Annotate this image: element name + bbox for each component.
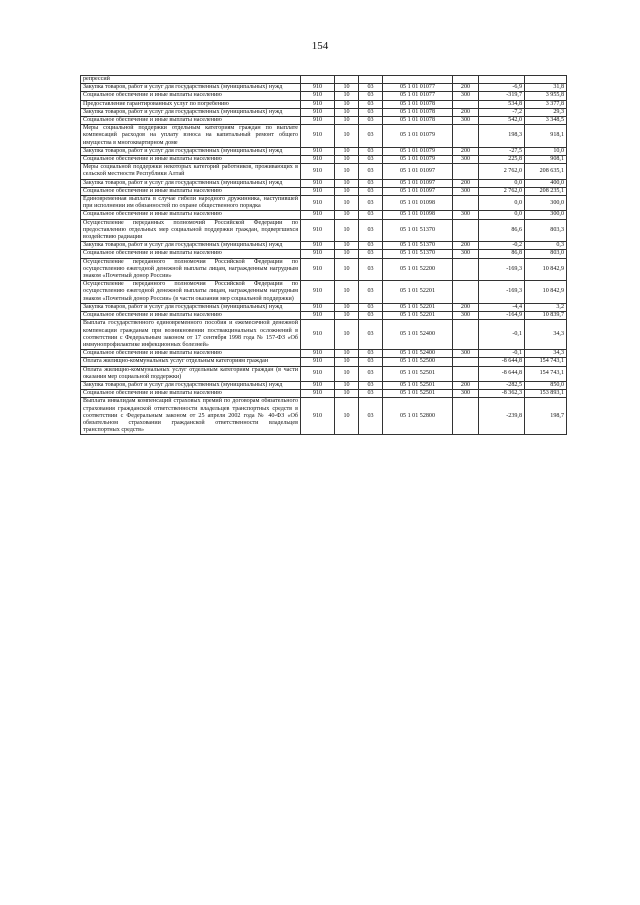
cell-expense-type-code: 300 [453, 187, 479, 195]
cell-total-amount: 10 839,7 [525, 312, 567, 320]
cell-subsection-code: 03 [359, 398, 383, 435]
cell-section-code: 10 [335, 84, 359, 92]
table-row [81, 219, 567, 242]
cell-description: Осуществление переданных полномочий Российской Федерации по предоставлению отдельных мер социальной поддержки граждан, подвергшихся воздействию радиации [81, 219, 301, 242]
table-row [81, 76, 567, 84]
cell-total-amount: 300,0 [525, 196, 567, 211]
cell-ministry-code: 910 [301, 250, 335, 258]
cell-description: Оплата жилищно-коммунальных услуг отдельным категориям граждан (в части оказания мер социальной поддержки) [81, 366, 301, 381]
cell-expense-type-code: 300 [453, 92, 479, 100]
cell-subsection-code: 03 [359, 156, 383, 164]
cell-change-amount: -8 362,3 [479, 390, 525, 398]
cell-section-code: 10 [335, 219, 359, 242]
cell-change-amount: -319,7 [479, 92, 525, 100]
table-row [81, 211, 567, 219]
table-row [81, 164, 567, 179]
table-row [81, 358, 567, 366]
cell-total-amount: 3 955,8 [525, 92, 567, 100]
cell-change-amount: 86,8 [479, 250, 525, 258]
cell-section-code: 10 [335, 156, 359, 164]
cell-subsection-code: 03 [359, 281, 383, 304]
table-row [81, 350, 567, 358]
cell-section-code: 10 [335, 164, 359, 179]
table-row [81, 312, 567, 320]
cell-ministry-code: 910 [301, 390, 335, 398]
cell-change-amount: -4,4 [479, 303, 525, 311]
cell-expense-type-code [453, 320, 479, 350]
budget-table-body [81, 76, 567, 435]
cell-subsection-code: 03 [359, 390, 383, 398]
cell-target-item-code: 05 1 01 52400 [383, 350, 453, 358]
table-row [81, 196, 567, 211]
cell-change-amount: 0,0 [479, 196, 525, 211]
cell-section-code: 10 [335, 398, 359, 435]
cell-description: Закупка товаров, работ и услуг для государственных (муниципальных) нужд [81, 84, 301, 92]
cell-total-amount: 803,3 [525, 219, 567, 242]
cell-subsection-code: 03 [359, 108, 383, 116]
cell-ministry-code: 910 [301, 312, 335, 320]
cell-target-item-code: 05 1 01 52201 [383, 281, 453, 304]
cell-change-amount: -7,2 [479, 108, 525, 116]
cell-total-amount: 10 842,9 [525, 281, 567, 304]
cell-description: Закупка товаров, работ и услуг для государственных (муниципальных) нужд [81, 147, 301, 155]
cell-section-code: 10 [335, 108, 359, 116]
cell-total-amount: 10,0 [525, 147, 567, 155]
cell-expense-type-code: 300 [453, 312, 479, 320]
cell-change-amount: -6,9 [479, 84, 525, 92]
cell-expense-type-code [453, 219, 479, 242]
cell-change-amount: 0,0 [479, 179, 525, 187]
table-row [81, 390, 567, 398]
cell-description: Закупка товаров, работ и услуг для государственных (муниципальных) нужд [81, 242, 301, 250]
cell-target-item-code [383, 76, 453, 84]
cell-description: репрессий [81, 76, 301, 84]
table-row [81, 381, 567, 389]
table-row [81, 84, 567, 92]
cell-section-code: 10 [335, 390, 359, 398]
cell-expense-type-code: 200 [453, 303, 479, 311]
cell-subsection-code: 03 [359, 117, 383, 125]
cell-expense-type-code [453, 125, 479, 148]
cell-description: Социальное обеспечение и иные выплаты населению [81, 211, 301, 219]
cell-section-code: 10 [335, 350, 359, 358]
cell-change-amount: 198,3 [479, 125, 525, 148]
cell-target-item-code: 05 1 01 01078 [383, 100, 453, 108]
cell-change-amount: -8 644,8 [479, 358, 525, 366]
cell-target-item-code: 05 1 01 51370 [383, 242, 453, 250]
cell-subsection-code: 03 [359, 164, 383, 179]
cell-description: Предоставление гарантированных услуг по погребению [81, 100, 301, 108]
cell-section-code: 10 [335, 179, 359, 187]
cell-expense-type-code: 300 [453, 156, 479, 164]
cell-ministry-code: 910 [301, 164, 335, 179]
cell-expense-type-code: 300 [453, 390, 479, 398]
cell-section-code: 10 [335, 117, 359, 125]
cell-expense-type-code [453, 398, 479, 435]
cell-section-code: 10 [335, 381, 359, 389]
cell-expense-type-code [453, 100, 479, 108]
cell-target-item-code: 05 1 01 52200 [383, 258, 453, 281]
cell-ministry-code: 910 [301, 108, 335, 116]
cell-target-item-code: 05 1 01 52800 [383, 398, 453, 435]
cell-target-item-code: 05 1 01 01078 [383, 108, 453, 116]
cell-change-amount: -27,5 [479, 147, 525, 155]
cell-subsection-code: 03 [359, 125, 383, 148]
table-row [81, 187, 567, 195]
cell-section-code: 10 [335, 366, 359, 381]
cell-ministry-code: 910 [301, 187, 335, 195]
cell-description: Социальное обеспечение и иные выплаты населению [81, 156, 301, 164]
cell-total-amount: 400,0 [525, 179, 567, 187]
cell-ministry-code: 910 [301, 196, 335, 211]
table-row [81, 258, 567, 281]
cell-subsection-code: 03 [359, 366, 383, 381]
cell-subsection-code: 03 [359, 358, 383, 366]
cell-description: Социальное обеспечение и иные выплаты населению [81, 350, 301, 358]
cell-section-code: 10 [335, 92, 359, 100]
cell-section-code: 10 [335, 281, 359, 304]
cell-target-item-code: 05 1 01 52201 [383, 312, 453, 320]
cell-expense-type-code: 300 [453, 211, 479, 219]
cell-ministry-code: 910 [301, 156, 335, 164]
table-row [81, 398, 567, 435]
cell-target-item-code: 05 1 01 52201 [383, 303, 453, 311]
cell-description: Социальное обеспечение и иные выплаты населению [81, 92, 301, 100]
page-number: 154 [311, 40, 329, 52]
cell-ministry-code: 910 [301, 366, 335, 381]
cell-subsection-code: 03 [359, 303, 383, 311]
cell-target-item-code: 05 1 01 01097 [383, 187, 453, 195]
cell-description: Оплата жилищно-коммунальных услуг отдельным категориям граждан [81, 358, 301, 366]
cell-section-code: 10 [335, 147, 359, 155]
cell-subsection-code: 03 [359, 312, 383, 320]
cell-expense-type-code [453, 358, 479, 366]
cell-ministry-code: 910 [301, 398, 335, 435]
cell-description: Меры социальной поддержки отдельным категориям граждан по выплате компенсаций расходов на уплату взноса на капитальный ремонт общего имущества в многоквартирном доме [81, 125, 301, 148]
cell-change-amount: -239,8 [479, 398, 525, 435]
cell-total-amount: 29,3 [525, 108, 567, 116]
cell-total-amount [525, 76, 567, 84]
cell-ministry-code: 910 [301, 242, 335, 250]
cell-ministry-code: 910 [301, 117, 335, 125]
cell-section-code: 10 [335, 312, 359, 320]
cell-total-amount: 154 743,1 [525, 358, 567, 366]
table-row [81, 179, 567, 187]
cell-description: Закупка товаров, работ и услуг для государственных (муниципальных) нужд [81, 381, 301, 389]
cell-total-amount: 154 743,1 [525, 366, 567, 381]
cell-ministry-code: 910 [301, 303, 335, 311]
table-row [81, 320, 567, 350]
cell-expense-type-code [453, 76, 479, 84]
cell-description: Социальное обеспечение и иные выплаты населению [81, 312, 301, 320]
cell-description: Выплата государственного единовременного пособия и ежемесячной денежной компенсации гражданам при возникновении поствакцинальных осложнений в соответствии с Федеральным законом от 17 сентября 1998 года № 157-ФЗ «Об иммунопрофилактике инфекционных болезней» [81, 320, 301, 350]
cell-description: Социальное обеспечение и иные выплаты населению [81, 117, 301, 125]
cell-ministry-code: 910 [301, 381, 335, 389]
cell-expense-type-code: 200 [453, 242, 479, 250]
cell-target-item-code: 05 1 01 52501 [383, 366, 453, 381]
cell-target-item-code: 05 1 01 01077 [383, 92, 453, 100]
cell-section-code: 10 [335, 320, 359, 350]
cell-total-amount: 3,2 [525, 303, 567, 311]
cell-target-item-code: 05 1 01 51370 [383, 250, 453, 258]
cell-target-item-code: 05 1 01 52400 [383, 320, 453, 350]
cell-section-code: 10 [335, 258, 359, 281]
cell-expense-type-code: 200 [453, 84, 479, 92]
table-row [81, 125, 567, 148]
cell-section-code [335, 76, 359, 84]
cell-total-amount: 803,0 [525, 250, 567, 258]
cell-target-item-code: 05 1 01 01079 [383, 156, 453, 164]
cell-change-amount: 0,0 [479, 211, 525, 219]
cell-total-amount: 3 348,5 [525, 117, 567, 125]
cell-change-amount: -164,9 [479, 312, 525, 320]
cell-subsection-code: 03 [359, 250, 383, 258]
table-row [81, 147, 567, 155]
cell-subsection-code: 03 [359, 84, 383, 92]
cell-section-code: 10 [335, 211, 359, 219]
cell-subsection-code: 03 [359, 187, 383, 195]
cell-description: Осуществление переданного полномочия Российской Федерации по осуществлению ежегодной денежной выплаты лицам, награжденным нагрудным знаком «Почетный донор России» [81, 258, 301, 281]
cell-change-amount: -0,1 [479, 320, 525, 350]
cell-total-amount: 3 377,8 [525, 100, 567, 108]
cell-target-item-code: 05 1 01 01078 [383, 117, 453, 125]
cell-section-code: 10 [335, 358, 359, 366]
cell-change-amount: 2 762,0 [479, 164, 525, 179]
cell-target-item-code: 05 1 01 01079 [383, 125, 453, 148]
table-row [81, 108, 567, 116]
cell-target-item-code: 05 1 01 52501 [383, 381, 453, 389]
table-row [81, 117, 567, 125]
cell-ministry-code: 910 [301, 84, 335, 92]
cell-section-code: 10 [335, 242, 359, 250]
cell-subsection-code: 03 [359, 219, 383, 242]
cell-total-amount: 300,0 [525, 211, 567, 219]
table-row [81, 250, 567, 258]
cell-change-amount: -169,3 [479, 281, 525, 304]
cell-target-item-code: 05 1 01 01098 [383, 211, 453, 219]
cell-change-amount: 542,0 [479, 117, 525, 125]
cell-section-code: 10 [335, 303, 359, 311]
cell-description: Закупка товаров, работ и услуг для государственных (муниципальных) нужд [81, 179, 301, 187]
cell-description: Социальное обеспечение и иные выплаты населению [81, 390, 301, 398]
cell-description: Социальное обеспечение и иные выплаты населению [81, 250, 301, 258]
cell-ministry-code: 910 [301, 211, 335, 219]
cell-expense-type-code [453, 366, 479, 381]
cell-change-amount: -169,3 [479, 258, 525, 281]
table-row [81, 366, 567, 381]
cell-expense-type-code: 200 [453, 179, 479, 187]
cell-ministry-code: 910 [301, 358, 335, 366]
cell-target-item-code: 05 1 01 51370 [383, 219, 453, 242]
cell-total-amount: 908,1 [525, 156, 567, 164]
cell-change-amount: 534,8 [479, 100, 525, 108]
cell-total-amount: 208 635,1 [525, 164, 567, 179]
cell-section-code: 10 [335, 125, 359, 148]
cell-subsection-code: 03 [359, 381, 383, 389]
cell-change-amount: -0,1 [479, 350, 525, 358]
cell-section-code: 10 [335, 250, 359, 258]
cell-subsection-code: 03 [359, 350, 383, 358]
cell-description: Единовременная выплата в случае гибели народного дружинника, наступившей при исполнении им обязанностей по охране общественного порядка [81, 196, 301, 211]
cell-target-item-code: 05 1 01 01079 [383, 147, 453, 155]
cell-expense-type-code [453, 164, 479, 179]
cell-expense-type-code: 300 [453, 117, 479, 125]
cell-description: Меры социальной поддержки некоторых категорий работников, проживающих в сельской местности Республики Алтай [81, 164, 301, 179]
cell-subsection-code: 03 [359, 196, 383, 211]
cell-change-amount: -8 644,8 [479, 366, 525, 381]
cell-expense-type-code [453, 281, 479, 304]
cell-ministry-code: 910 [301, 92, 335, 100]
cell-section-code: 10 [335, 196, 359, 211]
cell-subsection-code: 03 [359, 320, 383, 350]
cell-ministry-code: 910 [301, 100, 335, 108]
cell-total-amount: 10 842,9 [525, 258, 567, 281]
cell-section-code: 10 [335, 187, 359, 195]
cell-total-amount: 208 235,1 [525, 187, 567, 195]
cell-total-amount: 918,1 [525, 125, 567, 148]
cell-description: Закупка товаров, работ и услуг для государственных (муниципальных) нужд [81, 108, 301, 116]
cell-description: Закупка товаров, работ и услуг для государственных (муниципальных) нужд [81, 303, 301, 311]
cell-subsection-code: 03 [359, 179, 383, 187]
budget-table [80, 75, 567, 435]
cell-change-amount: 86,6 [479, 219, 525, 242]
cell-total-amount: 31,8 [525, 84, 567, 92]
table-row [81, 303, 567, 311]
cell-ministry-code: 910 [301, 147, 335, 155]
cell-target-item-code: 05 1 01 01077 [383, 84, 453, 92]
cell-change-amount: 2 762,0 [479, 187, 525, 195]
cell-ministry-code: 910 [301, 258, 335, 281]
cell-section-code: 10 [335, 100, 359, 108]
cell-subsection-code: 03 [359, 147, 383, 155]
cell-subsection-code: 03 [359, 92, 383, 100]
cell-ministry-code: 910 [301, 320, 335, 350]
cell-subsection-code: 03 [359, 100, 383, 108]
cell-ministry-code: 910 [301, 281, 335, 304]
cell-ministry-code [301, 76, 335, 84]
table-row [81, 242, 567, 250]
cell-expense-type-code: 200 [453, 108, 479, 116]
table-row [81, 156, 567, 164]
cell-target-item-code: 05 1 01 01097 [383, 179, 453, 187]
cell-description: Социальное обеспечение и иные выплаты населению [81, 187, 301, 195]
cell-expense-type-code: 300 [453, 250, 479, 258]
cell-subsection-code: 03 [359, 242, 383, 250]
cell-target-item-code: 05 1 01 01097 [383, 164, 453, 179]
cell-expense-type-code: 200 [453, 381, 479, 389]
cell-ministry-code: 910 [301, 350, 335, 358]
table-row [81, 100, 567, 108]
cell-change-amount: -0,2 [479, 242, 525, 250]
cell-expense-type-code: 300 [453, 350, 479, 358]
cell-total-amount: 850,0 [525, 381, 567, 389]
cell-change-amount [479, 76, 525, 84]
cell-description: Выплата инвалидам компенсаций страховых премий по договорам обязательного страхования гражданской ответственности владельцев транспортных средств в соответствии с Федеральным законом от 25 апреля 2002 года № 40-ФЗ «Об обязательном страховании гражданской ответственности владельцев транспортных средств» [81, 398, 301, 435]
table-row [81, 92, 567, 100]
cell-target-item-code: 05 1 01 52500 [383, 358, 453, 366]
table-row [81, 281, 567, 304]
cell-total-amount: 34,3 [525, 350, 567, 358]
cell-total-amount: 198,7 [525, 398, 567, 435]
cell-expense-type-code: 200 [453, 147, 479, 155]
cell-subsection-code [359, 76, 383, 84]
cell-description: Осуществление переданного полномочия Российской Федерации по осуществлению ежегодной денежной выплаты лицам, награжденным нагрудным знаком «Почетный донор России» (в части оказания мер социальной поддержки) [81, 281, 301, 304]
cell-subsection-code: 03 [359, 258, 383, 281]
cell-total-amount: 153 893,1 [525, 390, 567, 398]
cell-subsection-code: 03 [359, 211, 383, 219]
cell-ministry-code: 910 [301, 219, 335, 242]
cell-change-amount: 225,8 [479, 156, 525, 164]
cell-change-amount: -282,5 [479, 381, 525, 389]
cell-target-item-code: 05 1 01 01098 [383, 196, 453, 211]
cell-target-item-code: 05 1 01 52501 [383, 390, 453, 398]
cell-ministry-code: 910 [301, 179, 335, 187]
cell-expense-type-code [453, 196, 479, 211]
cell-ministry-code: 910 [301, 125, 335, 148]
cell-total-amount: 34,3 [525, 320, 567, 350]
cell-expense-type-code [453, 258, 479, 281]
cell-total-amount: 0,3 [525, 242, 567, 250]
